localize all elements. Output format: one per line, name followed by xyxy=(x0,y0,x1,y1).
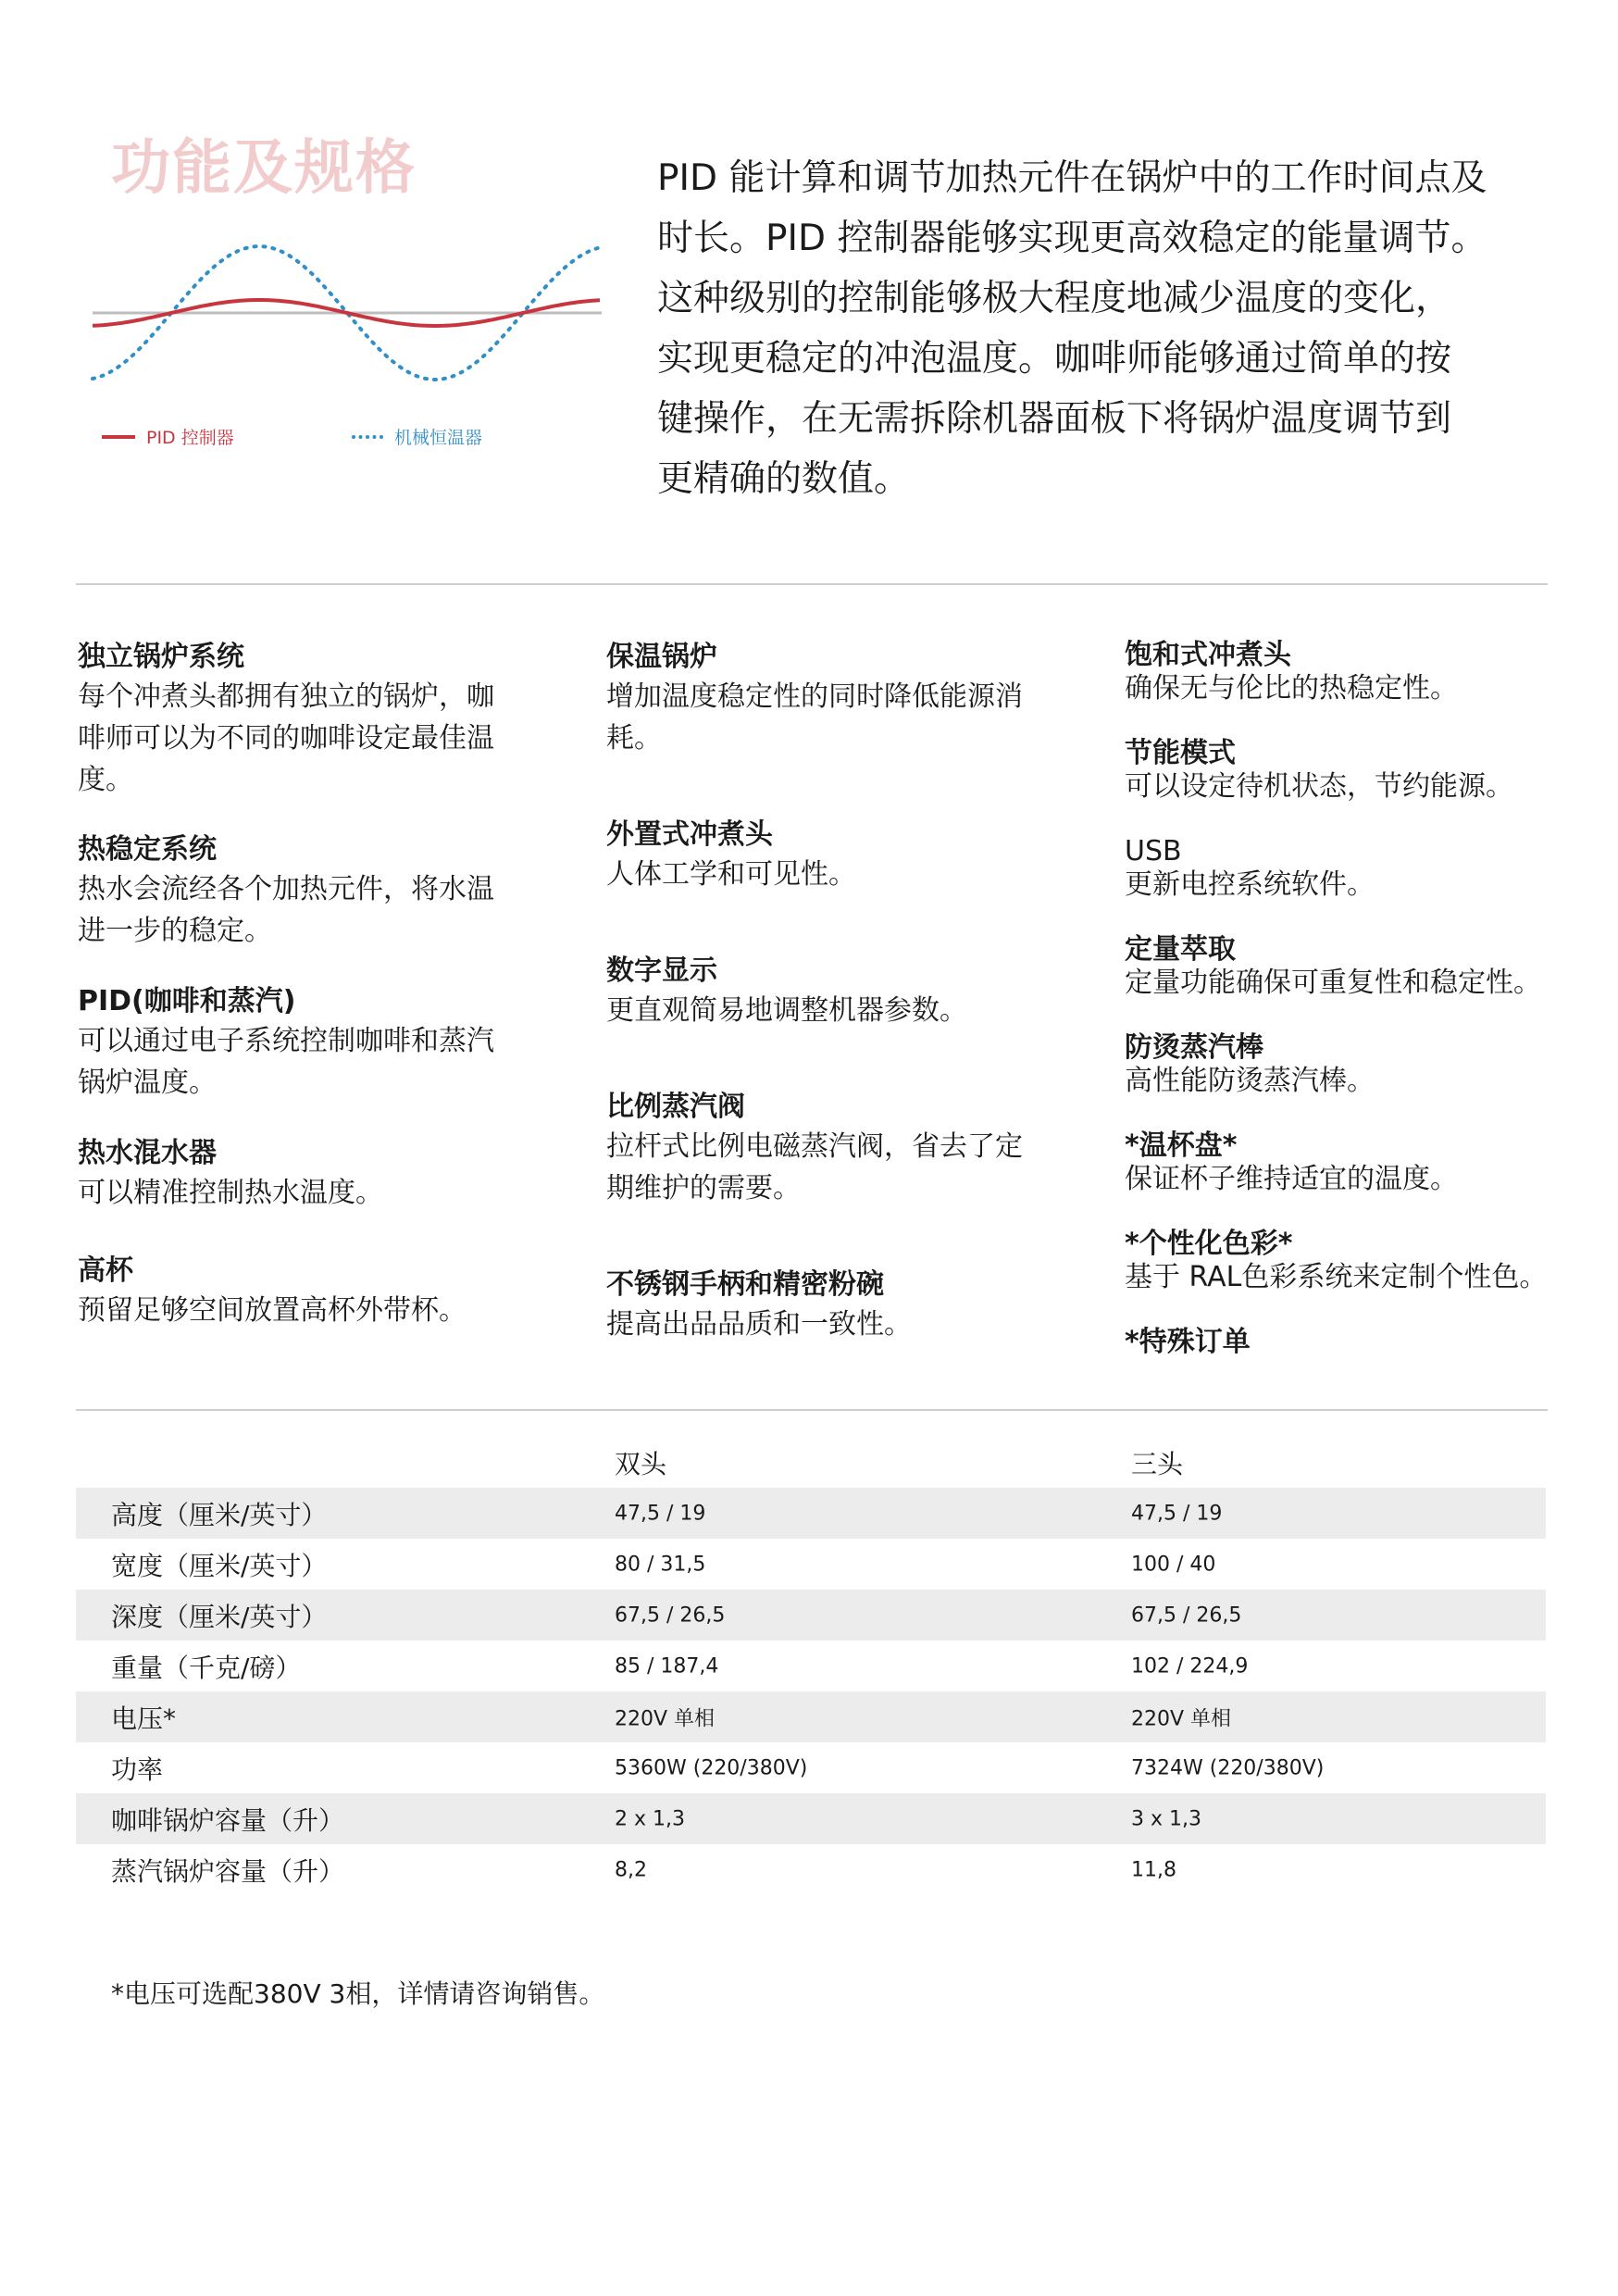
temperature-wave-illustration xyxy=(88,231,606,398)
row-label: 蒸汽锅炉容量（升） xyxy=(111,1855,345,1887)
feature-title: 高杯 xyxy=(78,1254,133,1287)
feature-item xyxy=(1125,1326,1547,1359)
feature-desc: 预留足够空间放置高杯外带杯。 xyxy=(78,1294,467,1327)
header-triple-group: 三头 xyxy=(1131,1449,1184,1479)
table-row xyxy=(76,1844,1546,1895)
feature-desc: 拉杆式比例电磁蒸汽阀，省去了定 xyxy=(606,1130,1023,1163)
cell-triple: 67,5 / 26,5 xyxy=(1131,1603,1242,1627)
feature-desc: 确保无与伦比的热稳定性。 xyxy=(1125,672,1458,705)
cell-double: 80 / 31,5 xyxy=(615,1553,706,1576)
legend-mechanical xyxy=(352,424,482,449)
feature-title: 定量萃取 xyxy=(1125,933,1236,966)
legend-mechanical-label: 机械恒温器 xyxy=(394,428,483,448)
feature-desc: 保证杯子维持适宜的温度。 xyxy=(1125,1163,1458,1195)
feature-item xyxy=(606,1267,1023,1345)
feature-title: 独立锅炉系统 xyxy=(78,641,244,673)
feature-item xyxy=(1125,737,1547,804)
feature-title: 热稳定系统 xyxy=(78,833,217,866)
feature-desc: 可以精准控制热水温度。 xyxy=(78,1177,383,1209)
feature-item xyxy=(606,953,1023,1031)
footnote: *电压可选配380V 3相，详情请咨询销售。 xyxy=(111,1978,605,2009)
feature-item xyxy=(78,831,494,952)
feature-item xyxy=(1125,933,1547,1000)
intro-line: 键操作，在无需拆除机器面板下将锅炉温度调节到 xyxy=(657,398,1452,440)
feature-item xyxy=(606,639,1023,759)
cell-double: 220V 单相 xyxy=(615,1707,716,1730)
feature-item xyxy=(1125,1228,1547,1294)
row-label: 电压* xyxy=(111,1703,177,1734)
feature-item xyxy=(78,983,494,1104)
feature-title: 数字显示 xyxy=(606,955,717,987)
feature-item xyxy=(606,817,1023,895)
feature-desc: 热水会流经各个加热元件，将水温 xyxy=(78,873,494,905)
cell-triple: 100 / 40 xyxy=(1131,1553,1216,1576)
cell-triple: 102 / 224,9 xyxy=(1131,1654,1249,1678)
table-row xyxy=(76,1539,1546,1590)
table-row xyxy=(76,1691,1546,1742)
feature-title: 外置式冲煮头 xyxy=(606,818,773,851)
feature-title: 防烫蒸汽棒 xyxy=(1125,1031,1263,1064)
row-label: 重量（千克/磅） xyxy=(111,1652,302,1683)
feature-desc: 更新电控系统软件。 xyxy=(1125,868,1375,901)
feature-item xyxy=(78,639,494,801)
feature-desc: 进一步的稳定。 xyxy=(78,915,272,947)
intro-line: 时长。PID 控制器能够实现更高效稳定的能量调节。 xyxy=(657,218,1487,259)
cell-double: 2 x 1,3 xyxy=(615,1807,685,1830)
table-row xyxy=(76,1488,1546,1539)
feature-title: 热水混水器 xyxy=(78,1137,217,1169)
feature-desc: 提高出品品质和一致性。 xyxy=(606,1308,912,1341)
spec-table xyxy=(76,1437,1546,1895)
section-divider xyxy=(76,1409,1548,1411)
legend-mechanical-swatch xyxy=(352,435,383,439)
table-row xyxy=(76,1590,1546,1641)
legend-pid-label: PID 控制器 xyxy=(146,428,234,448)
feature-desc: 每个冲煮头都拥有独立的锅炉，咖 xyxy=(78,680,494,713)
feature-title: 饱和式冲煮头 xyxy=(1125,639,1291,671)
cell-double: 5360W (220/380V) xyxy=(615,1756,808,1779)
table-row xyxy=(76,1641,1546,1691)
cell-triple: 3 x 1,3 xyxy=(1131,1807,1201,1830)
row-label: 深度（厘米/英寸） xyxy=(111,1601,328,1632)
feature-title: 保温锅炉 xyxy=(606,641,717,673)
feature-item xyxy=(606,1089,1023,1209)
cell-triple: 11,8 xyxy=(1131,1858,1176,1881)
feature-item xyxy=(1125,835,1547,902)
legend-pid-swatch xyxy=(102,435,135,439)
feature-title: 节能模式 xyxy=(1125,737,1236,769)
features-column-3 xyxy=(1125,639,1547,1359)
row-label: 高度（厘米/英寸） xyxy=(111,1499,328,1530)
intro-line: 更精确的数值。 xyxy=(657,458,911,500)
table-row xyxy=(76,1793,1546,1844)
cell-triple: 220V 单相 xyxy=(1131,1707,1232,1730)
feature-item xyxy=(1125,1129,1547,1196)
feature-desc: 度。 xyxy=(78,764,133,796)
cell-double: 8,2 xyxy=(615,1858,647,1881)
feature-desc: 高性能防烫蒸汽棒。 xyxy=(1125,1065,1375,1097)
intro-line: 这种级别的控制能够极大程度地减少温度的变化， xyxy=(657,278,1452,319)
header-double-group: 双头 xyxy=(615,1449,667,1479)
intro-line: PID 能计算和调节加热元件在锅炉中的工作时间点及 xyxy=(657,157,1487,199)
row-label: 功率 xyxy=(111,1753,164,1785)
feature-desc: 期维护的需要。 xyxy=(606,1172,801,1204)
feature-item xyxy=(78,1135,494,1214)
cell-triple: 47,5 / 19 xyxy=(1131,1502,1223,1525)
feature-desc: 锅炉温度。 xyxy=(78,1067,217,1099)
section-divider xyxy=(76,583,1548,585)
feature-desc: 增加温度稳定性的同时降低能源消 xyxy=(606,680,1023,713)
feature-desc: 可以设定待机状态，节约能源。 xyxy=(1125,770,1513,803)
feature-desc: 人体工学和可见性。 xyxy=(606,858,856,891)
cell-double: 67,5 / 26,5 xyxy=(615,1603,726,1627)
feature-desc: 基于 RAL色彩系统来定制个性色。 xyxy=(1125,1261,1548,1293)
feature-title: 不锈钢手柄和精密粉碗 xyxy=(606,1268,884,1301)
row-label: 宽度（厘米/英寸） xyxy=(111,1550,328,1581)
cell-triple: 7324W (220/380V) xyxy=(1131,1756,1325,1779)
page-title: 功能及规格 xyxy=(111,134,417,203)
row-label: 咖啡锅炉容量（升） xyxy=(111,1804,345,1836)
legend-pid xyxy=(102,424,234,449)
feature-desc: 耗。 xyxy=(606,722,662,755)
feature-title: USB xyxy=(1125,835,1182,867)
features-column-2 xyxy=(606,639,1023,1345)
cell-double: 47,5 / 19 xyxy=(615,1502,706,1525)
feature-title: *个性化色彩* xyxy=(1125,1228,1293,1260)
table-row xyxy=(76,1742,1546,1793)
intro-line: 实现更稳定的冲泡温度。咖啡师能够通过简单的按 xyxy=(657,338,1452,380)
feature-item xyxy=(1125,1031,1547,1098)
feature-title: *特殊订单 xyxy=(1125,1326,1251,1358)
feature-item xyxy=(78,1253,494,1331)
intro-paragraph xyxy=(657,148,1546,509)
features-column-1 xyxy=(78,639,494,1331)
feature-title: 比例蒸汽阀 xyxy=(606,1091,745,1123)
pid-controller-curve xyxy=(93,300,600,326)
feature-desc: 更直观简易地调整机器参数。 xyxy=(606,994,967,1027)
cell-double: 85 / 187,4 xyxy=(615,1654,719,1678)
feature-desc: 可以通过电子系统控制咖啡和蒸汽 xyxy=(78,1025,494,1057)
feature-title: *温杯盘* xyxy=(1125,1129,1238,1162)
feature-title: PID(咖啡和蒸汽) xyxy=(78,985,296,1017)
spec-table-header xyxy=(76,1437,1546,1488)
feature-item xyxy=(1125,639,1547,705)
feature-desc: 啡师可以为不同的咖啡设定最佳温 xyxy=(78,722,494,755)
feature-desc: 定量功能确保可重复性和稳定性。 xyxy=(1125,967,1541,999)
